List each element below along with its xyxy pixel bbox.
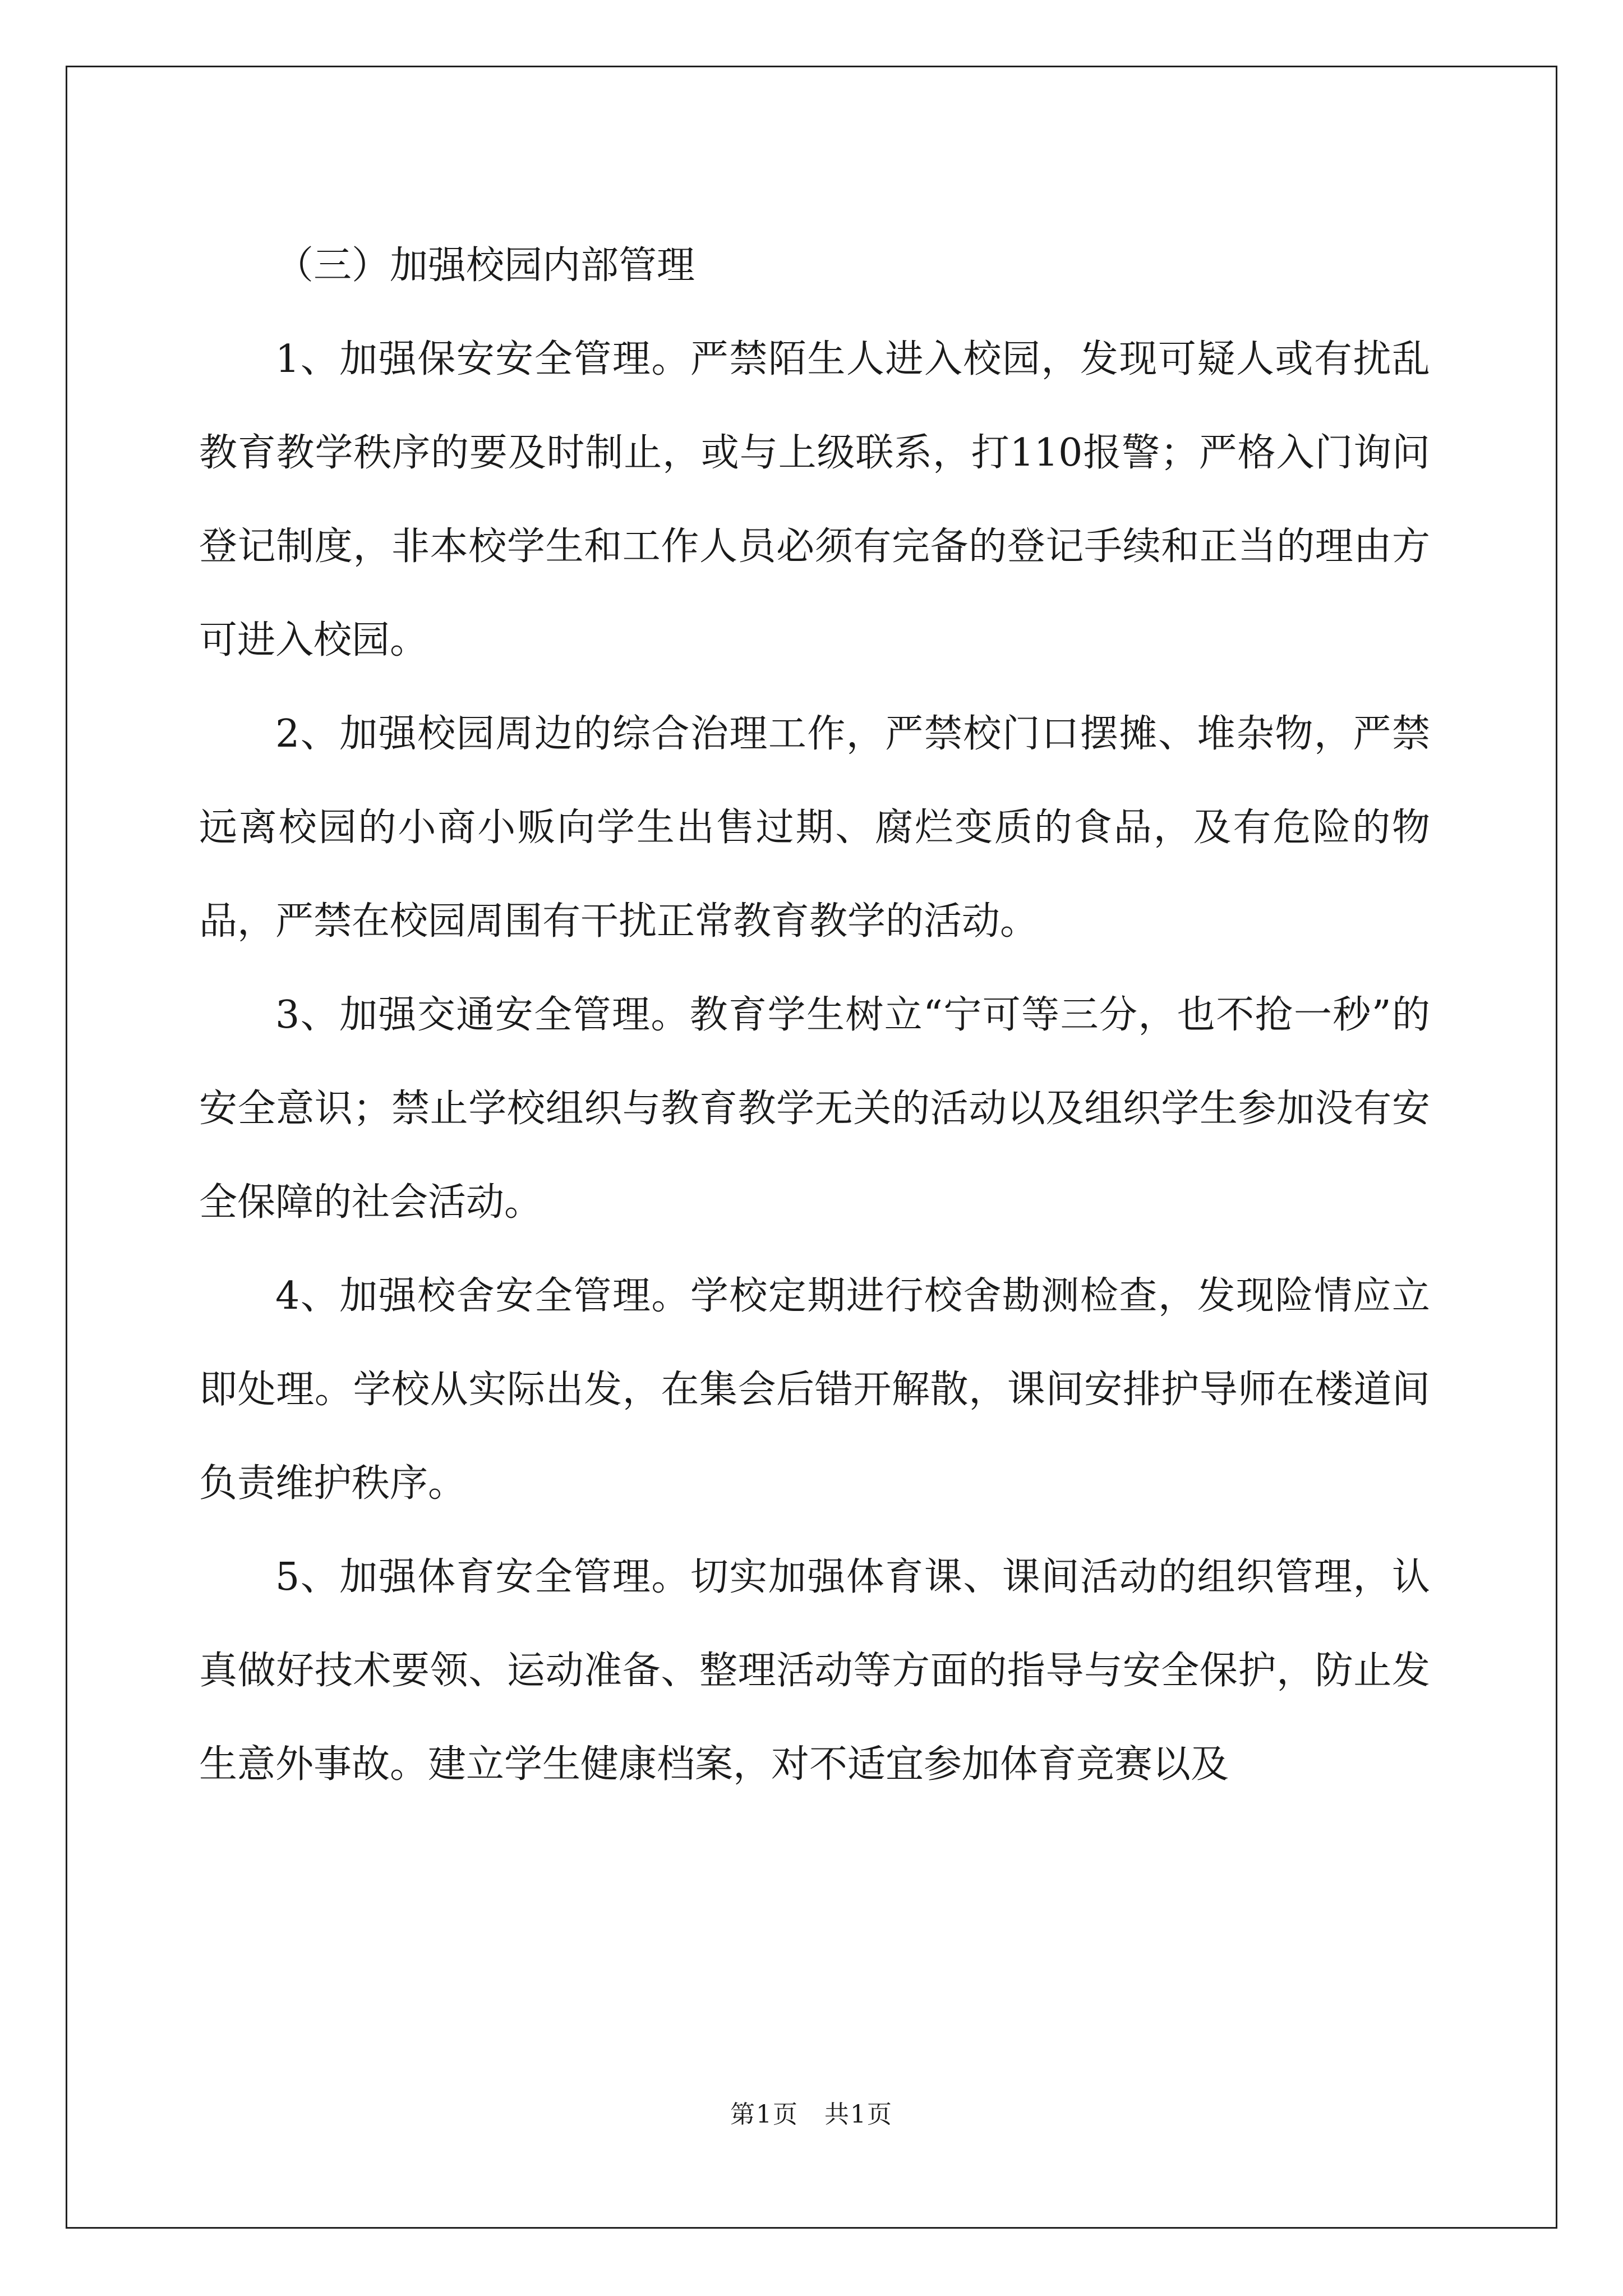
paragraph-3: 3、加强交通安全管理。教育学生树立“宁可等三分，也不抢一秒”的安全意识；禁止学校组织与教育教学无关的活动以及组织学生参加没有安全保障的社会活动。	[199, 993, 1430, 1225]
paragraph-2: 2、加强校园周边的综合治理工作，严禁校门口摆摊、堆杂物，严禁远离校园的小商小贩向学生出售过期、腐烂变质的食品，及有危险的物品，严禁在校园周围有干扰正常教育教学的活动。	[199, 712, 1430, 944]
paragraph-1: 1、加强保安安全管理。严禁陌生人进入校园，发现可疑人或有扰乱教育教学秩序的要及时制止，或与上级联系，打110报警；严格入门询问登记制度，非本校学生和工作人员必须有完备的登记手续和正当的理由方可进入校园。	[199, 337, 1430, 662]
paragraph-4: 4、加强校舍安全管理。学校定期进行校舍勘测检查，发现险情应立即处理。学校从实际出发，在集会后错开解散，课间安排护导师在楼道间负责维护秩序。	[199, 1274, 1430, 1506]
page-footer: 第1页 共1页	[730, 2100, 893, 2129]
document-body	[199, 219, 1430, 1811]
section-heading: （三）加强校园内部管理	[275, 243, 695, 288]
paragraph-5: 5、加强体育安全管理。切实加强体育课、课间活动的组织管理，认真做好技术要领、运动准备、整理活动等方面的指导与安全保护，防止发生意外事故。建立学生健康档案，对不适宜参加体育竞赛以及	[199, 1555, 1430, 1787]
